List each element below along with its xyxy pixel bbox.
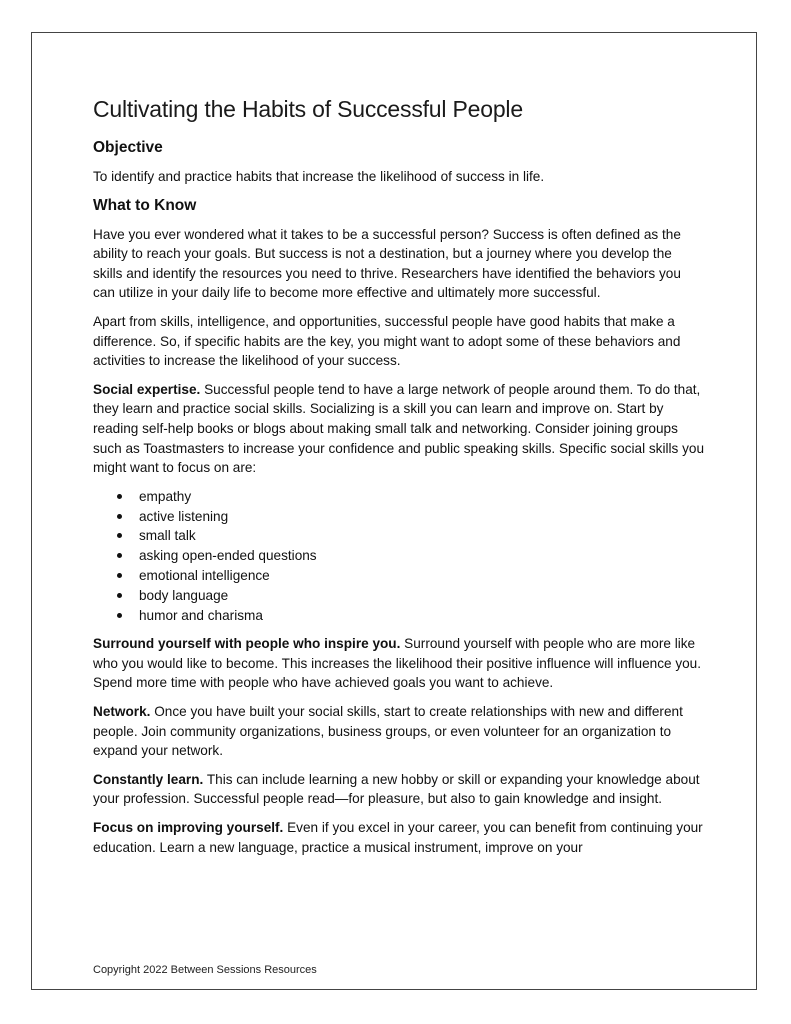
section-constantly-learn [93,770,705,809]
bullet-icon [117,533,122,538]
list-item [93,546,705,566]
list-item-text: asking open-ended questions [139,548,317,564]
section-lead: Constantly learn. [93,771,204,787]
list-item-text: body language [139,587,229,603]
objective-heading: Objective [93,139,163,156]
list-item [93,487,705,507]
bullet-icon [117,553,122,558]
what-to-know-heading: What to Know [93,196,197,214]
list-item-text: active listening [139,508,229,524]
section-lead: Focus on improving yourself. [93,820,284,836]
bullet-icon [117,573,122,578]
section-text: This can include learning a new hobby or skill or expanding your knowledge about your profession. Successful people read—for pleasure, but also to gain knowledge and insight. [93,771,700,807]
list-item [93,566,705,586]
list-item [93,507,705,527]
list-item-text: empathy [139,488,192,504]
bullet-icon [117,593,122,598]
page-title: Cultivating the Habits of Successful People [93,96,523,122]
objective-text: To identify and practice habits that increase the likelihood of success in life. [93,169,545,184]
social-skills-list [93,487,705,626]
list-item-text: humor and charisma [139,607,263,623]
section-text: Even if you excel in your career, you can benefit from continuing your education. Learn a new language, practice a musical instrument, improve on your [93,820,703,855]
document-body [93,94,705,866]
bullet-icon [117,494,122,499]
section-lead: Surround yourself with people who inspire you. [93,636,401,652]
bullet-icon [117,514,122,519]
list-item-text: small talk [139,528,196,544]
list-item [93,606,705,626]
section-lead: Network. [93,704,151,720]
section-network [93,702,705,761]
section-text: Surround yourself with people who are more like who you would like to become. This increases the likelihood their positive influence will influence you. Spend more time with people who have achieved goals you want to achieve. [93,636,702,691]
section-improving-yourself [93,818,705,857]
intro-paragraph-1: Have you ever wondered what it takes to be a successful person? Success is often defined as the ability to reach your goals. But success is not a destination, but a journey where you develop the skills and identify the resources you need to thrive. Researchers have identified the behaviors you can utilize in your daily life to become more effective and ultimately more successful. [93,226,681,301]
section-social-expertise [93,380,705,478]
copyright-footer: Copyright 2022 Between Sessions Resources [93,964,317,976]
intro-paragraph-2: Apart from skills, intelligence, and opportunities, successful people have good habits that make a difference. So, if specific habits are the key, you might want to adopt some of these behaviors and activities to increase the likelihood of your success. [93,313,681,369]
list-item-text: emotional intelligence [139,567,270,583]
bullet-icon [117,613,122,618]
list-item [93,526,705,546]
list-item [93,586,705,606]
section-text: Successful people tend to have a large network of people around them. To do that, they learn and practice social skills. Socializing is a skill you can learn and improve on. Start by reading self-help books or blogs about making small talk and networking. Consider joining groups such as Toastmasters to increase your confidence and public speaking skills. Specific social skills you might want to focus on are: [93,381,705,476]
section-lead: Social expertise. [93,381,201,397]
section-surround-yourself [93,634,705,693]
section-text: Once you have built your social skills, start to create relationships with new and different people. Join community organizations, business groups, or even volunteer for an organization to expand your network. [93,704,683,759]
